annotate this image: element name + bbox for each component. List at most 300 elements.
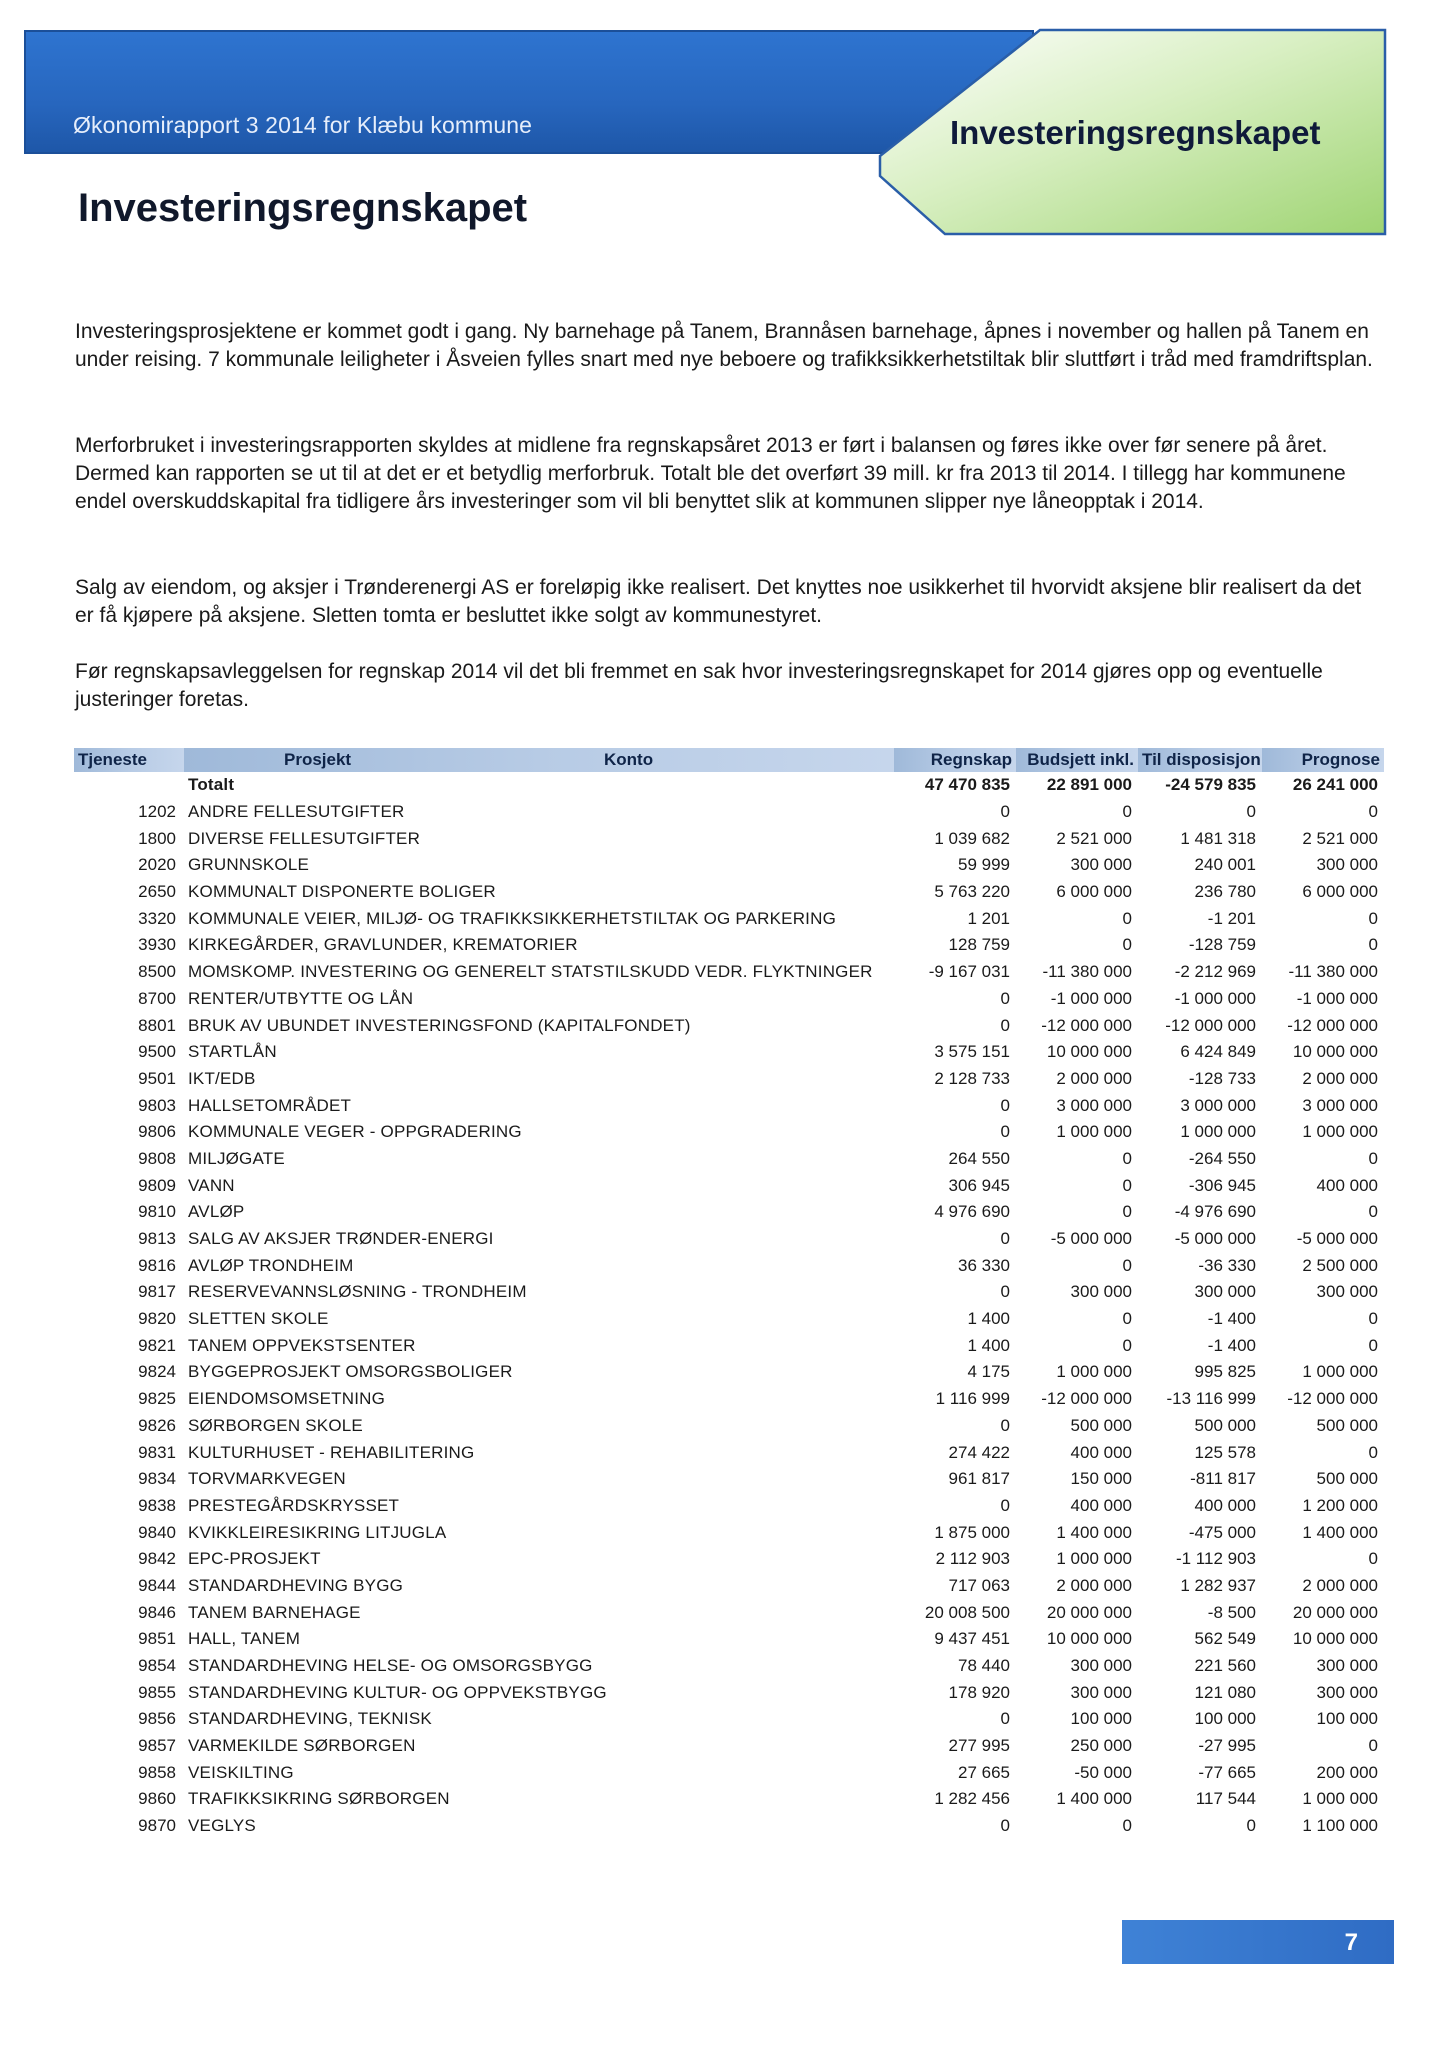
row-budsjett: 400 000 (1070, 1495, 1132, 1515)
row-budsjett: -12 000 000 (1041, 1389, 1132, 1409)
row-regnskap: 27 665 (958, 1762, 1010, 1782)
table-row (74, 905, 1384, 932)
row-disposisjon: -475 000 (1188, 1522, 1256, 1542)
row-prognose: 300 000 (1316, 1682, 1378, 1702)
row-prognose: 0 (1368, 1736, 1378, 1756)
row-prognose: -11 380 000 (1288, 962, 1378, 982)
row-regnskap: 9 437 451 (934, 1629, 1010, 1649)
row-regnskap: 277 995 (948, 1736, 1010, 1756)
row-prognose: 500 000 (1316, 1415, 1378, 1435)
row-budsjett: 400 000 (1070, 1442, 1132, 1462)
row-disposisjon: 1 481 318 (1180, 828, 1256, 848)
row-project-name: KULTURHUSET - REHABILITERING (188, 1442, 475, 1462)
table-row (74, 1439, 1384, 1466)
row-regnskap: 20 008 500 (924, 1602, 1010, 1622)
row-budsjett: -12 000 000 (1041, 1015, 1132, 1035)
row-disposisjon: 1 000 000 (1180, 1122, 1256, 1142)
row-disposisjon: 125 578 (1194, 1442, 1256, 1462)
row-budsjett: 1 000 000 (1056, 1549, 1132, 1569)
row-code: 3320 (138, 908, 176, 928)
row-disposisjon: -2 212 969 (1174, 962, 1256, 982)
row-regnskap: 78 440 (958, 1656, 1010, 1676)
row-budsjett: -11 380 000 (1042, 962, 1132, 982)
table-row (74, 986, 1384, 1013)
row-disposisjon: 117 544 (1195, 1789, 1256, 1809)
row-project-name: STANDARDHEVING, TEKNISK (188, 1709, 432, 1729)
row-disposisjon: -36 330 (1198, 1255, 1256, 1275)
row-disposisjon: -128 733 (1188, 1068, 1256, 1088)
row-disposisjon: -12 000 000 (1165, 1015, 1256, 1035)
row-disposisjon: 562 549 (1194, 1629, 1256, 1649)
row-budsjett: 1 000 000 (1056, 1362, 1132, 1382)
row-disposisjon: -264 550 (1188, 1148, 1256, 1168)
table-row (74, 1679, 1384, 1706)
row-project-name: ANDRE FELLESUTGIFTER (188, 802, 405, 822)
prosjekt-label: Prosjekt (284, 750, 352, 769)
table-row (74, 1759, 1384, 1786)
paragraph-overspend: Merforbruket i investeringsrapporten skyldes at midlene fra regnskapsåret 2013 er ført i balansen og føres ikke over før senere på året. Dermed kan rapporten se ut til at det er et betydlig merforbruk. Totalt ble det overført 39 mill. kr fra 2013 til 2014. I tillegg har kommunene endel overskuddskapital fra tidligere års investeringer som vil bli benyttet slik at kommunen slipper nye låneopptak i 2014. (75, 434, 1346, 513)
row-budsjett: 1 400 000 (1056, 1522, 1132, 1542)
row-budsjett: 10 000 000 (1046, 1042, 1132, 1062)
row-regnskap: 0 (1000, 1122, 1010, 1142)
row-project-name: RESERVEVANNSLØSNING - TRONDHEIM (188, 1282, 527, 1302)
table-row (74, 1306, 1384, 1333)
table-row (74, 932, 1384, 959)
table-header-row (74, 748, 1384, 772)
table-row (74, 1653, 1384, 1680)
row-disposisjon: -811 817 (1190, 1469, 1256, 1489)
total-disposisjon: -24 579 835 (1165, 775, 1256, 795)
row-code: 8700 (138, 988, 176, 1008)
table-row (74, 959, 1384, 986)
row-prognose: 1 100 000 (1302, 1816, 1378, 1836)
row-project-name: DIVERSE FELLESUTGIFTER (188, 828, 421, 848)
table-row (74, 1359, 1384, 1386)
row-project-name: PRESTEGÅRDSKRYSSET (188, 1495, 400, 1515)
row-prognose: 300 000 (1316, 1282, 1378, 1302)
row-code: 9840 (138, 1522, 176, 1542)
row-code: 9810 (138, 1202, 176, 1222)
col-header-disposisjon: Til disposisjon (1138, 748, 1262, 772)
row-regnskap: 0 (1000, 802, 1010, 822)
row-budsjett: 0 (1122, 1816, 1132, 1836)
row-code: 9826 (138, 1415, 176, 1435)
row-budsjett: -50 000 (1074, 1762, 1132, 1782)
row-prognose: 0 (1368, 802, 1378, 822)
investment-table (74, 748, 1384, 1840)
row-budsjett: -1 000 000 (1050, 988, 1132, 1008)
row-prognose: 2 000 000 (1302, 1575, 1378, 1595)
row-disposisjon: 500 000 (1194, 1415, 1256, 1435)
row-disposisjon: -5 000 000 (1174, 1229, 1256, 1249)
row-code: 1202 (138, 802, 176, 822)
row-project-name: TANEM BARNEHAGE (188, 1602, 361, 1622)
table-row (74, 1813, 1384, 1840)
row-regnskap: 2 112 903 (935, 1549, 1010, 1569)
row-budsjett: 1 000 000 (1056, 1122, 1132, 1142)
row-regnskap: 178 920 (948, 1682, 1010, 1702)
row-prognose: -1 000 000 (1296, 988, 1378, 1008)
row-regnskap: 0 (1000, 1709, 1010, 1729)
row-regnskap: 0 (1000, 1229, 1010, 1249)
row-regnskap: 3 575 151 (934, 1042, 1010, 1062)
row-prognose: 10 000 000 (1292, 1042, 1378, 1062)
row-regnskap: -9 167 031 (928, 962, 1010, 982)
row-budsjett: 0 (1122, 1255, 1132, 1275)
row-prognose: 200 000 (1316, 1762, 1378, 1782)
row-code: 8500 (138, 962, 176, 982)
row-project-name: KOMMUNALE VEGER - OPPGRADERING (188, 1122, 522, 1142)
row-disposisjon: 1 282 937 (1180, 1575, 1256, 1595)
paragraph-sales: Salg av eiendom, og aksjer i Trønderenergi AS er foreløpig ikke realisert. Det knyttes noe usikkerhet til hvorvidt aksjene blir realisert da det er få kjøpere på aksjene. Sletten tomta er besluttet ikke solgt av kommunestyret. (75, 576, 1362, 627)
page-number-bar (1122, 1920, 1394, 1964)
row-regnskap: 1 400 (967, 1309, 1010, 1329)
row-disposisjon: -27 995 (1198, 1736, 1256, 1756)
row-disposisjon: -128 759 (1188, 935, 1256, 955)
row-regnskap: 0 (1000, 1282, 1010, 1302)
row-disposisjon: 221 560 (1194, 1656, 1256, 1676)
row-budsjett: 2 000 000 (1056, 1068, 1132, 1088)
table-row (74, 1413, 1384, 1440)
row-prognose: -12 000 000 (1287, 1015, 1378, 1035)
row-regnskap: 4 175 (967, 1362, 1010, 1382)
row-disposisjon: -1 201 (1207, 908, 1256, 928)
row-budsjett: 0 (1122, 802, 1132, 822)
row-disposisjon: -1 400 (1207, 1335, 1256, 1355)
row-code: 9803 (138, 1095, 176, 1115)
row-budsjett: 0 (1122, 1148, 1132, 1168)
konto-label: Konto (604, 750, 654, 769)
row-regnskap: 1 400 (967, 1335, 1010, 1355)
table-row (74, 1786, 1384, 1813)
row-code: 9806 (138, 1122, 176, 1142)
row-budsjett: 300 000 (1070, 1282, 1132, 1302)
row-code: 2650 (138, 882, 176, 902)
row-project-name: KOMMUNALE VEIER, MILJØ- OG TRAFIKKSIKKERHETSTILTAK OG PARKERING (188, 908, 837, 928)
total-label: Totalt (188, 775, 235, 795)
row-prognose: 0 (1368, 908, 1378, 928)
tjeneste-label: Tjeneste (78, 750, 147, 769)
row-code: 9816 (138, 1255, 176, 1275)
paragraph-closing: Før regnskapsavleggelsen for regnskap 2014 vil det bli fremmet en sak hvor investeringsregnskapet for 2014 gjøres opp og eventuelle justeringer foretas. (75, 660, 1323, 711)
row-regnskap: 36 330 (958, 1255, 1010, 1275)
row-disposisjon: 121 080 (1194, 1682, 1256, 1702)
row-regnskap: 128 759 (948, 935, 1010, 955)
table-row (74, 1332, 1384, 1359)
row-project-name: KOMMUNALT DISPONERTE BOLIGER (188, 882, 496, 902)
row-project-name: SØRBORGEN SKOLE (188, 1415, 363, 1435)
row-budsjett: 1 400 000 (1056, 1789, 1132, 1809)
row-budsjett: 300 000 (1070, 1656, 1132, 1676)
row-disposisjon: -1 000 000 (1174, 988, 1256, 1008)
table-row (74, 1519, 1384, 1546)
row-disposisjon: 6 424 849 (1180, 1042, 1256, 1062)
row-project-name: MOMSKOMP. INVESTERING OG GENERELT STATSTILSKUDD VEDR. FLYKTNINGER (188, 962, 873, 982)
row-disposisjon: -306 945 (1188, 1175, 1256, 1195)
row-code: 1800 (138, 828, 176, 848)
row-prognose: -12 000 000 (1287, 1389, 1378, 1409)
row-budsjett: 2 521 000 (1056, 828, 1132, 848)
row-budsjett: 300 000 (1070, 855, 1132, 875)
row-project-name: VARMEKILDE SØRBORGEN (188, 1736, 416, 1756)
row-code: 8801 (138, 1015, 176, 1035)
table-row (74, 799, 1384, 826)
row-prognose: 0 (1368, 1335, 1378, 1355)
row-disposisjon: 236 780 (1194, 882, 1256, 902)
row-code: 9825 (138, 1389, 176, 1409)
row-budsjett: 100 000 (1070, 1709, 1132, 1729)
row-regnskap: 961 817 (948, 1469, 1010, 1489)
row-prognose: 0 (1368, 935, 1378, 955)
row-code: 9860 (138, 1789, 176, 1809)
row-code: 9500 (138, 1042, 176, 1062)
row-disposisjon: -1 112 903 (1175, 1549, 1256, 1569)
total-regnskap: 47 470 835 (924, 775, 1010, 795)
table-row (74, 1252, 1384, 1279)
table-row (74, 1626, 1384, 1653)
row-project-name: STANDARDHEVING KULTUR- OG OPPVEKSTBYGG (188, 1682, 607, 1702)
row-code: 9831 (138, 1442, 176, 1462)
page-number: 7 (1344, 1929, 1358, 1956)
col-header-prosjekt (184, 748, 894, 772)
table-row (74, 1493, 1384, 1520)
table-row (74, 1226, 1384, 1253)
row-project-name: HALL, TANEM (188, 1629, 301, 1649)
table-row (74, 852, 1384, 879)
row-project-name: GRUNNSKOLE (188, 855, 310, 875)
row-prognose: 0 (1368, 1309, 1378, 1329)
table-row (74, 1199, 1384, 1226)
table-row (74, 879, 1384, 906)
row-budsjett: 20 000 000 (1046, 1602, 1132, 1622)
row-code: 9856 (138, 1709, 176, 1729)
row-regnskap: 0 (1000, 1495, 1010, 1515)
table-row (74, 1092, 1384, 1119)
row-regnskap: 0 (1000, 1015, 1010, 1035)
row-regnskap: 1 875 000 (934, 1522, 1010, 1542)
row-regnskap: 274 422 (948, 1442, 1010, 1462)
table-row (74, 1546, 1384, 1573)
row-budsjett: 250 000 (1070, 1736, 1132, 1756)
table-row (74, 1279, 1384, 1306)
page-title: Investeringsregnskapet (78, 186, 528, 230)
row-prognose: 0 (1368, 1549, 1378, 1569)
row-disposisjon: 240 001 (1194, 855, 1256, 875)
table-row (74, 825, 1384, 852)
total-prognose: 26 241 000 (1292, 775, 1378, 795)
row-regnskap: 2 128 733 (934, 1068, 1010, 1088)
row-budsjett: 3 000 000 (1056, 1095, 1132, 1115)
table-row (74, 1039, 1384, 1066)
table-row (74, 1172, 1384, 1199)
table-row (74, 1146, 1384, 1173)
row-prognose: 1 200 000 (1302, 1495, 1378, 1515)
row-code: 3930 (138, 935, 176, 955)
total-code (74, 772, 184, 799)
row-code: 9809 (138, 1175, 176, 1195)
row-project-name: TRAFIKKSIKRING SØRBORGEN (188, 1789, 450, 1809)
row-disposisjon: -4 976 690 (1174, 1202, 1256, 1222)
row-disposisjon: -8 500 (1207, 1602, 1256, 1622)
row-code: 9808 (138, 1148, 176, 1168)
row-project-name: SALG AV AKSJER TRØNDER-ENERGI (188, 1229, 494, 1249)
row-disposisjon: 995 825 (1194, 1362, 1256, 1382)
row-regnskap: 0 (1000, 1816, 1010, 1836)
row-prognose: 10 000 000 (1292, 1629, 1378, 1649)
row-project-name: KIRKEGÅRDER, GRAVLUNDER, KREMATORIER (188, 935, 578, 955)
row-prognose: 100 000 (1316, 1709, 1378, 1729)
row-disposisjon: 0 (1246, 1816, 1256, 1836)
col-header-prognose: Prognose (1262, 748, 1384, 772)
row-prognose: 300 000 (1316, 855, 1378, 875)
row-project-name: EIENDOMSOMSETNING (188, 1389, 386, 1409)
row-budsjett: 150 000 (1070, 1469, 1132, 1489)
table-row (74, 1706, 1384, 1733)
row-project-name: BRUK AV UBUNDET INVESTERINGSFOND (KAPITALFONDET) (188, 1015, 691, 1035)
table-row (74, 1466, 1384, 1493)
row-code: 9820 (138, 1309, 176, 1329)
row-code: 9858 (138, 1762, 176, 1782)
row-budsjett: 0 (1122, 1335, 1132, 1355)
paragraph-intro: Investeringsprosjektene er kommet godt i gang. Ny barnehage på Tanem, Brannåsen barnehage, åpnes i november og hallen på Tanem en under reising. 7 kommunale leiligheter i Åsveien fylles snart med nye beboere og trafikksikkerhetstiltak blir sluttført i tråd med framdriftsplan. (75, 320, 1373, 371)
row-project-name: RENTER/UTBYTTE OG LÅN (188, 988, 414, 1008)
row-disposisjon: -77 665 (1198, 1762, 1256, 1782)
row-code: 9857 (138, 1736, 176, 1756)
row-code: 9824 (138, 1362, 176, 1382)
row-project-name: VEGLYS (188, 1816, 256, 1836)
row-disposisjon: -13 116 999 (1166, 1389, 1256, 1409)
row-prognose: 0 (1368, 1442, 1378, 1462)
row-code: 9813 (138, 1229, 176, 1249)
row-code: 9838 (138, 1495, 176, 1515)
row-project-name: SLETTEN SKOLE (188, 1309, 329, 1329)
row-project-name: AVLØP TRONDHEIM (188, 1255, 354, 1275)
row-disposisjon: 100 000 (1194, 1709, 1256, 1729)
row-prognose: -5 000 000 (1296, 1229, 1378, 1249)
row-regnskap: 59 999 (958, 855, 1010, 875)
row-project-name: KVIKKLEIRESIKRING LITJUGLA (188, 1522, 447, 1542)
col-header-tjeneste (74, 748, 184, 772)
row-budsjett: 6 000 000 (1056, 882, 1132, 902)
table-row (74, 1386, 1384, 1413)
row-disposisjon: 0 (1246, 802, 1256, 822)
row-budsjett: 0 (1122, 1309, 1132, 1329)
table-row (74, 1733, 1384, 1760)
row-prognose: 1 000 000 (1302, 1362, 1378, 1382)
total-budsjett: 22 891 000 (1046, 775, 1132, 795)
row-prognose: 500 000 (1316, 1469, 1378, 1489)
row-project-name: STANDARDHEVING BYGG (188, 1575, 404, 1595)
row-code: 9842 (138, 1549, 176, 1569)
table-row (74, 1119, 1384, 1146)
row-prognose: 1 400 000 (1302, 1522, 1378, 1542)
row-budsjett: 2 000 000 (1056, 1575, 1132, 1595)
row-project-name: MILJØGATE (188, 1148, 285, 1168)
row-budsjett: 0 (1122, 935, 1132, 955)
row-prognose: 400 000 (1316, 1175, 1378, 1195)
row-regnskap: 4 976 690 (934, 1202, 1010, 1222)
table-row (74, 1573, 1384, 1600)
row-project-name: TANEM OPPVEKSTSENTER (188, 1335, 416, 1355)
row-budsjett: 0 (1122, 1175, 1132, 1195)
row-prognose: 2 500 000 (1302, 1255, 1378, 1275)
row-regnskap: 0 (1000, 1415, 1010, 1435)
row-disposisjon: -1 400 (1207, 1309, 1256, 1329)
row-regnskap: 0 (1000, 1095, 1010, 1115)
row-code: 9834 (138, 1469, 176, 1489)
row-regnskap: 1 116 999 (935, 1389, 1010, 1409)
row-project-name: VANN (188, 1175, 235, 1195)
col-header-regnskap: Regnskap (894, 748, 1016, 772)
row-regnskap: 306 945 (948, 1175, 1010, 1195)
row-code: 9855 (138, 1682, 176, 1702)
row-budsjett: 300 000 (1070, 1682, 1132, 1702)
row-prognose: 2 000 000 (1302, 1068, 1378, 1088)
row-prognose: 3 000 000 (1302, 1095, 1378, 1115)
row-regnskap: 1 039 682 (934, 828, 1010, 848)
table-row (74, 1066, 1384, 1093)
row-regnskap: 264 550 (948, 1148, 1010, 1168)
row-regnskap: 5 763 220 (934, 882, 1010, 902)
row-regnskap: 1 282 456 (934, 1789, 1010, 1809)
row-prognose: 6 000 000 (1302, 882, 1378, 902)
row-regnskap: 0 (1000, 988, 1010, 1008)
row-code: 9846 (138, 1602, 176, 1622)
row-regnskap: 717 063 (948, 1575, 1010, 1595)
row-project-name: STARTLÅN (188, 1042, 277, 1062)
table-row (74, 1012, 1384, 1039)
row-prognose: 20 000 000 (1292, 1602, 1378, 1622)
row-budsjett: 500 000 (1070, 1415, 1132, 1435)
row-prognose: 1 000 000 (1302, 1789, 1378, 1809)
row-project-name: VEISKILTING (188, 1762, 294, 1782)
row-code: 9821 (138, 1335, 176, 1355)
row-project-name: IKT/EDB (188, 1068, 256, 1088)
row-code: 9844 (138, 1575, 176, 1595)
table-row (74, 1599, 1384, 1626)
row-project-name: HALLSETOMRÅDET (188, 1095, 352, 1115)
row-prognose: 1 000 000 (1302, 1122, 1378, 1142)
row-code: 9870 (138, 1816, 176, 1836)
row-budsjett: -5 000 000 (1050, 1229, 1132, 1249)
table-row-total (74, 772, 1384, 799)
row-prognose: 300 000 (1316, 1656, 1378, 1676)
row-regnskap: 1 201 (967, 908, 1010, 928)
row-project-name: BYGGEPROSJEKT OMSORGSBOLIGER (188, 1362, 513, 1382)
report-title: Økonomirapport 3 2014 for Klæbu kommune (73, 112, 533, 138)
row-project-name: AVLØP (188, 1202, 245, 1222)
row-prognose: 0 (1368, 1148, 1378, 1168)
row-disposisjon: 400 000 (1194, 1495, 1256, 1515)
row-code: 9501 (138, 1068, 176, 1088)
section-tab-title: Investeringsregnskapet (950, 114, 1321, 151)
row-budsjett: 10 000 000 (1046, 1629, 1132, 1649)
row-disposisjon: 3 000 000 (1180, 1095, 1256, 1115)
row-budsjett: 0 (1122, 908, 1132, 928)
row-project-name: STANDARDHEVING HELSE- OG OMSORGSBYGG (188, 1656, 593, 1676)
col-header-budsjett: Budsjett inkl. (1016, 748, 1138, 772)
row-prognose: 2 521 000 (1302, 828, 1378, 848)
row-project-name: EPC-PROSJEKT (188, 1549, 321, 1569)
row-project-name: TORVMARKVEGEN (188, 1469, 346, 1489)
row-code: 2020 (138, 855, 176, 875)
row-code: 9851 (138, 1629, 176, 1649)
row-code: 9817 (138, 1282, 176, 1302)
row-budsjett: 0 (1122, 1202, 1132, 1222)
row-disposisjon: 300 000 (1194, 1282, 1256, 1302)
table-body (74, 772, 1384, 1840)
row-code: 9854 (138, 1656, 176, 1676)
